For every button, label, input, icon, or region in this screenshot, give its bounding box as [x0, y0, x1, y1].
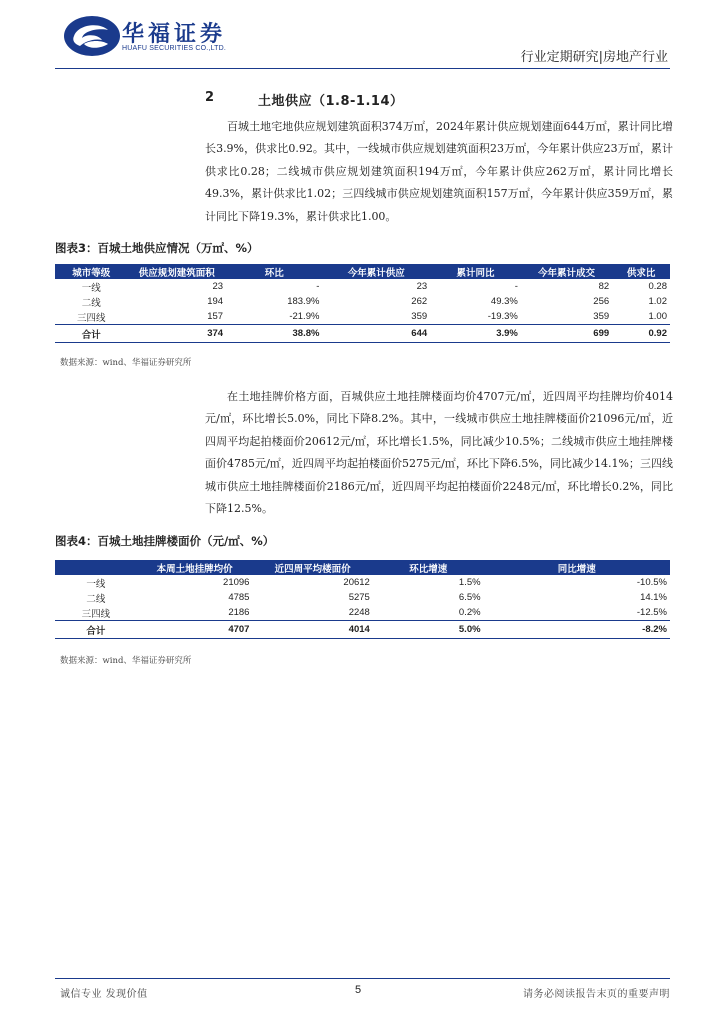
table-cell: -8.2%: [484, 621, 670, 639]
column-header: [55, 560, 137, 575]
table-cell: 合计: [55, 325, 127, 343]
table-cell: 5.0%: [373, 621, 484, 639]
table-total-row: [55, 621, 670, 639]
table-cell: 二线: [86, 593, 106, 605]
table-cell: 262: [411, 296, 428, 307]
table-cell: 82: [598, 281, 610, 292]
table-cell: -: [514, 281, 518, 292]
header-divider: [55, 68, 670, 69]
figure3-title: 图表3：百城土地供应情况（万㎡、%）: [55, 241, 259, 255]
table-row: [55, 605, 670, 621]
table-cell: 0.92: [612, 325, 670, 343]
table-cell: 1.5%: [458, 577, 481, 588]
table-header-row: [55, 264, 670, 279]
table-row: [55, 294, 670, 309]
table-cell: 二线: [81, 297, 101, 309]
table-cell: 0.28: [648, 281, 667, 292]
column-header: 本周土地挂牌均价: [137, 560, 253, 575]
figure4-source: 数据来源：wind、华福证券研究所: [60, 656, 192, 666]
table-cell: 14.1%: [640, 592, 667, 603]
table-cell: 三四线: [81, 608, 111, 620]
footer-slogan: 诚信专业 发现价值: [60, 989, 148, 1000]
footer-divider: [55, 978, 670, 979]
column-header: 城市等级: [55, 264, 127, 279]
section-title: 土地供应（1.8-1.14）: [258, 94, 404, 109]
table-cell: 359: [411, 311, 428, 322]
table-cell: 0.2%: [458, 607, 481, 618]
column-header: 环比增速: [373, 560, 484, 575]
column-header: 供求比: [612, 264, 670, 279]
table-cell: 三四线: [76, 312, 106, 324]
table-cell: 6.5%: [458, 592, 481, 603]
table-cell: -21.9%: [289, 311, 320, 322]
table-total-row: [55, 325, 670, 343]
table-cell: 一线: [86, 578, 106, 590]
table-row: [55, 590, 670, 605]
table-cell: 1.02: [648, 296, 667, 307]
table-cell: 38.8%: [226, 325, 322, 343]
table-cell: 699: [521, 325, 612, 343]
table-row: [55, 279, 670, 294]
table-cell: 一线: [81, 282, 101, 294]
table-cell: 2186: [228, 607, 250, 618]
table-cell: 5275: [348, 592, 370, 603]
land-supply-table: [55, 264, 670, 343]
column-header: 供应规划建筑面积: [127, 264, 226, 279]
table-cell: 256: [593, 296, 610, 307]
report-category: 行业定期研究|房地产行业: [520, 50, 668, 65]
column-header: 环比: [226, 264, 322, 279]
table-cell: 49.3%: [490, 296, 518, 307]
paragraph-land-supply: 百城土地宅地供应规划建筑面积374万㎡，2024年累计供应规划建面644万㎡，累计同比增长3.9%，供求比0.92。其中，一线城市供应规划建筑面积23万㎡，今年累计供应23万㎡，累计供求比0.28；二线城市供应规划建筑面积194万㎡，今年累计供应262万㎡，累计同比增长49.3%，累计供求比1.02；三四线城市供应规划建筑面积157万㎡，今年累计供应359万㎡，累计同比下降19.3%，累计供求比1.00。: [205, 120, 673, 223]
table-cell: -12.5%: [636, 607, 667, 618]
table-cell: 157: [207, 311, 224, 322]
table-cell: 3.9%: [430, 325, 521, 343]
table-cell: 194: [207, 296, 224, 307]
table-cell: 4707: [137, 621, 253, 639]
table-cell: -10.5%: [636, 577, 667, 588]
table-cell: 20612: [343, 577, 370, 588]
table-cell: 23: [416, 281, 428, 292]
table-cell: 359: [593, 311, 610, 322]
table-row: [55, 309, 670, 325]
section-number: 2: [205, 90, 215, 105]
table-cell: 1.00: [648, 311, 667, 322]
logo-chinese-name: 华福证券: [122, 21, 227, 47]
table-cell: 183.9%: [287, 296, 320, 307]
table-header-row: [55, 560, 670, 575]
page-number: 5: [355, 984, 362, 996]
table-cell: 23: [212, 281, 224, 292]
table-cell: 644: [322, 325, 430, 343]
column-header: 今年累计成交: [521, 264, 612, 279]
table-row: [55, 575, 670, 590]
figure3-source: 数据来源：wind、华福证券研究所: [60, 358, 192, 368]
table-cell: 4785: [228, 592, 250, 603]
table-cell: -: [316, 281, 320, 292]
figure4-title: 图表4：百城土地挂牌楼面价（元/㎡、%）: [55, 534, 275, 548]
table-cell: 4014: [252, 621, 372, 639]
column-header: 近四周平均楼面价: [252, 560, 372, 575]
column-header: 累计同比: [430, 264, 521, 279]
footer-disclaimer: 请务必阅读报告末页的重要声明: [523, 989, 670, 1000]
column-header: 今年累计供应: [322, 264, 430, 279]
table-cell: 21096: [223, 577, 250, 588]
table-cell: 374: [127, 325, 226, 343]
logo-english-name: HUAFU SECURITIES CO.,LTD.: [122, 45, 227, 52]
table-cell: 2248: [348, 607, 370, 618]
paragraph-land-price: 在土地挂牌价格方面，百城供应土地挂牌楼面均价4707元/㎡，近四周平均挂牌均价4014元/㎡，环比增长5.0%，同比下降8.2%。其中，一线城市供应土地挂牌楼面价21096元/㎡，近四周平均起拍楼面价20612元/㎡，环比增长1.5%，同比减少10.5%；二线城市供应土地挂牌楼面价4785元/㎡，近四周平均起拍楼面价5275元/㎡，环比下降6.5%，同比减少14.1%；三四线城市供应土地挂牌楼面价2186元/㎡，近四周平均起拍楼面价2248元/㎡，环比增长0.2%，同比下降12.5%。: [205, 390, 673, 516]
column-header: 同比增速: [484, 560, 670, 575]
table-cell: 合计: [55, 621, 137, 639]
land-price-table: [55, 560, 670, 639]
table-cell: -19.3%: [487, 311, 518, 322]
